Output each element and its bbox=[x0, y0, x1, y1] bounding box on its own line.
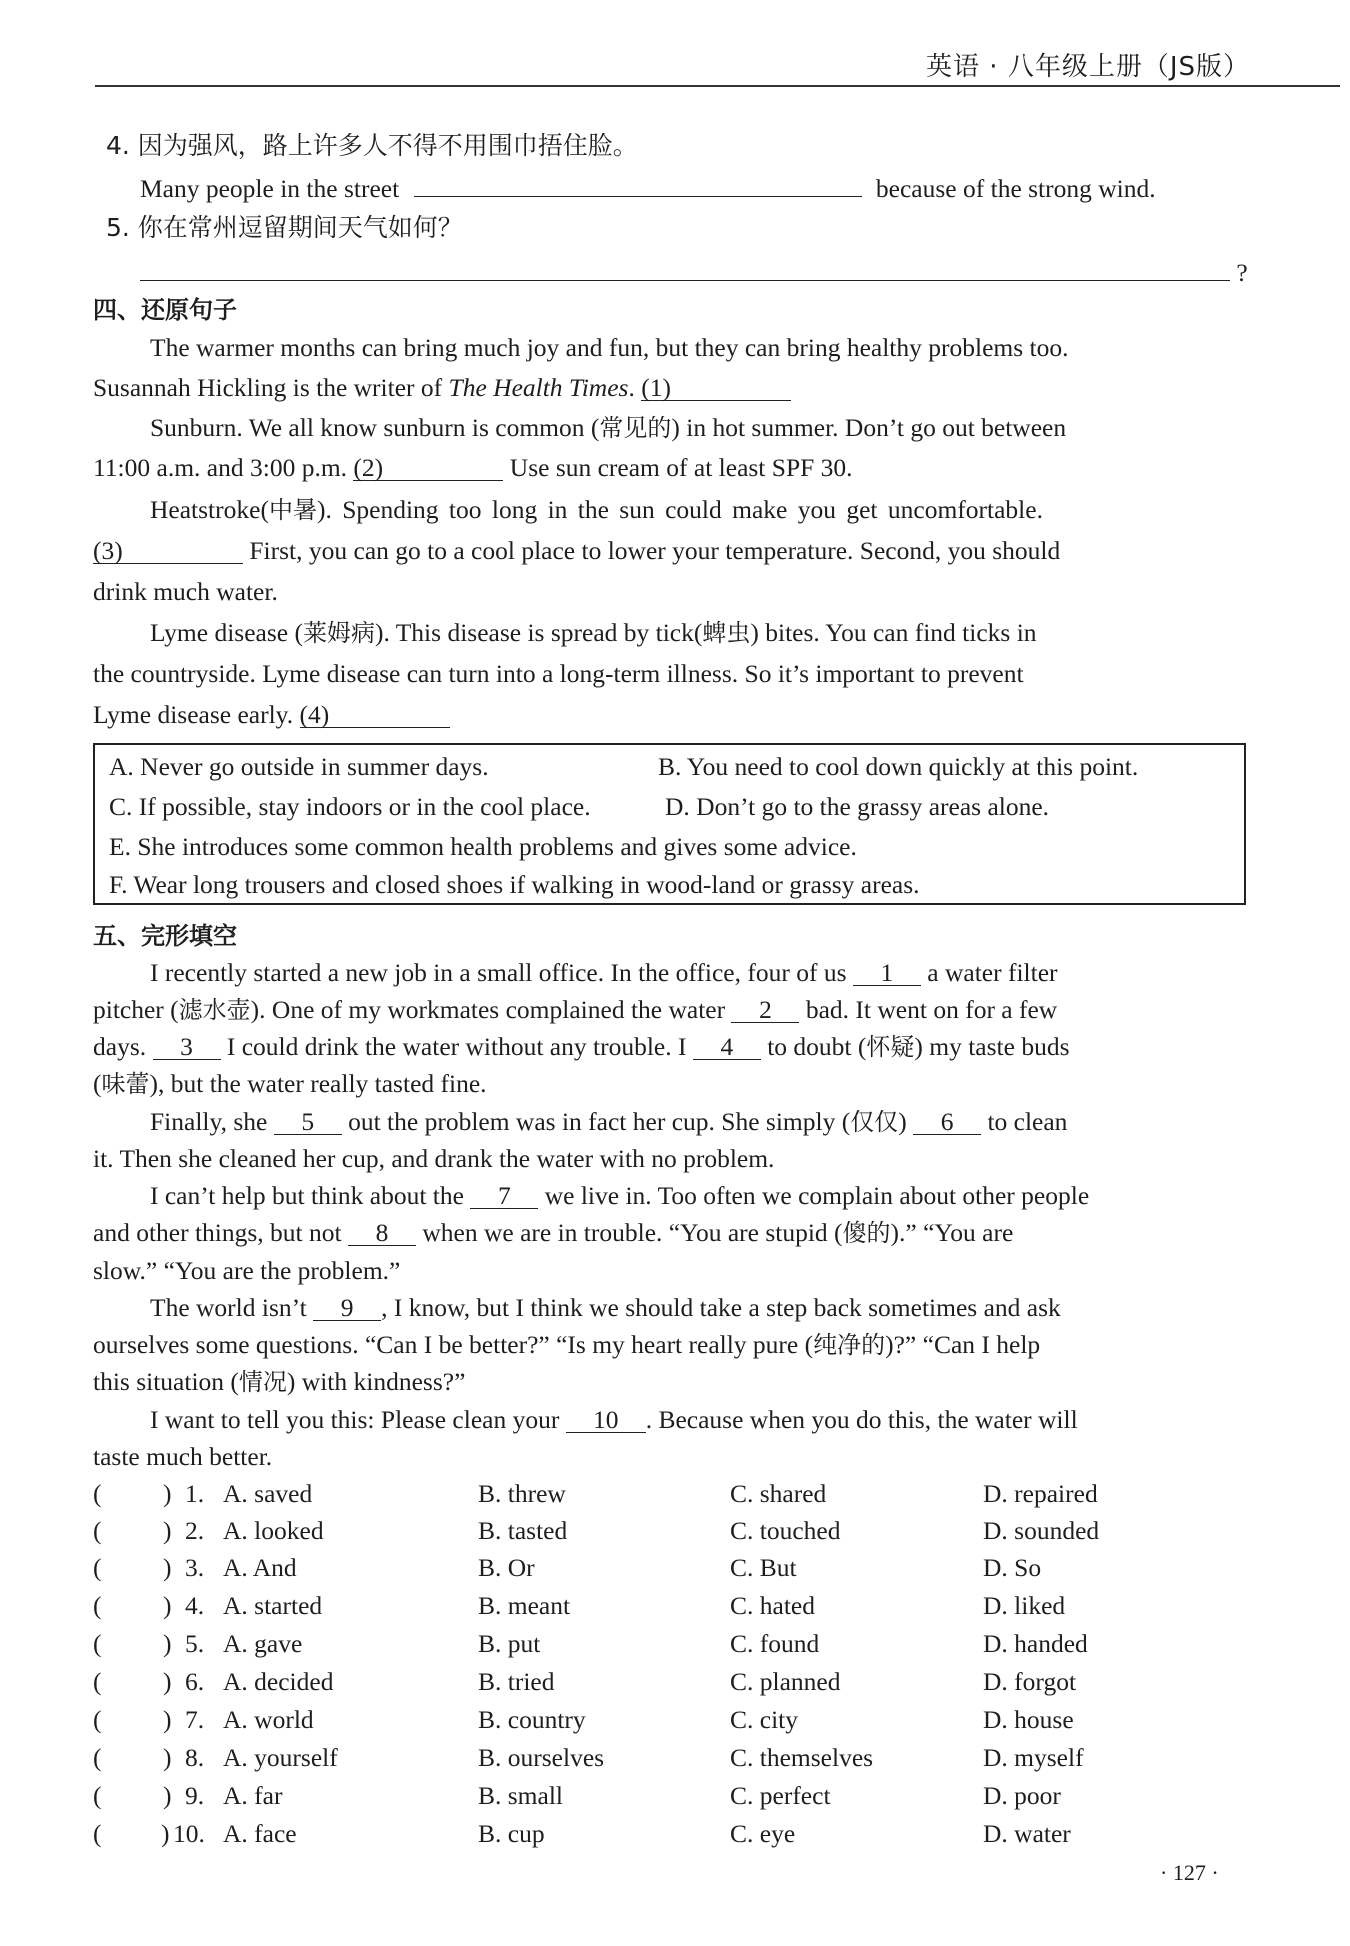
s5-text: I want to tell you this: Please clean your bbox=[150, 1405, 566, 1434]
s4-p1-line1: The warmer months can bring much joy and fun, but they can bring healthy problems too. bbox=[150, 333, 1069, 362]
option-e: E. She introduces some common health problems and gives some advice. bbox=[109, 832, 857, 861]
s5-zh: 怀疑 bbox=[866, 1033, 915, 1061]
s5-text: ) with kindness?” bbox=[286, 1367, 466, 1396]
s5-text: to doubt ( bbox=[760, 1032, 867, 1061]
choice-a[interactable]: A. face bbox=[223, 1819, 297, 1848]
s5-text: ), but the water really tasted fine. bbox=[149, 1069, 487, 1098]
s4-p3-line1 bbox=[150, 492, 1043, 528]
s4-p2-sun-cream: Use sun cream of at least SPF 30. bbox=[503, 453, 853, 482]
s4-p3-text-b: ). Spending too long in the sun could make you get uncomfortable. bbox=[316, 495, 1043, 524]
question-row-5 bbox=[93, 1626, 1253, 1662]
choice-b[interactable]: B. tasted bbox=[478, 1516, 568, 1545]
answer-paren-open[interactable]: ( bbox=[93, 1819, 102, 1848]
question-row-3 bbox=[93, 1550, 1253, 1586]
s4-p3-text-a: Heatstroke( bbox=[150, 495, 269, 524]
q5-question-mark: ? bbox=[1236, 258, 1248, 287]
s5-text: this situation ( bbox=[93, 1367, 239, 1396]
s5-line3 bbox=[93, 1029, 1070, 1065]
s4-p2-text-a: Sunburn. We all know sunburn is common ( bbox=[150, 413, 600, 442]
choice-d[interactable]: D. myself bbox=[983, 1743, 1084, 1772]
choice-c[interactable]: C. found bbox=[730, 1629, 820, 1658]
choice-c[interactable]: C. perfect bbox=[730, 1781, 831, 1810]
choice-c[interactable]: C. city bbox=[730, 1705, 798, 1734]
question-number: 5. bbox=[185, 1629, 205, 1658]
s5-text: and other things, but not bbox=[93, 1218, 348, 1247]
choice-d[interactable]: D. poor bbox=[983, 1781, 1061, 1810]
answer-paren-close: ) bbox=[163, 1629, 172, 1658]
s4-p4-zh: 莱姆病 bbox=[302, 619, 375, 647]
answer-paren-close: ) bbox=[163, 1667, 172, 1696]
answer-paren-open[interactable]: ( bbox=[93, 1479, 102, 1508]
s4-p2-line1 bbox=[150, 410, 1066, 446]
answer-paren-close: ) bbox=[163, 1553, 172, 1582]
s4-p3-zh: 中暑 bbox=[268, 496, 317, 524]
s4-p4-text-b: ). This disease is spread by tick( bbox=[374, 618, 703, 647]
s5-text: days. bbox=[93, 1032, 153, 1061]
answer-paren-open[interactable]: ( bbox=[93, 1705, 102, 1734]
question-row-10 bbox=[93, 1816, 1253, 1852]
cloze-blank-9[interactable]: 9 bbox=[313, 1290, 381, 1321]
choice-d[interactable]: D. handed bbox=[983, 1629, 1088, 1658]
answer-paren-close: ) bbox=[163, 1743, 172, 1772]
s5-zh: 傻的 bbox=[842, 1219, 891, 1247]
s4-p4-text-d: Lyme disease early. bbox=[93, 700, 300, 729]
choice-b[interactable]: B. meant bbox=[478, 1591, 571, 1620]
choice-c[interactable]: C. touched bbox=[730, 1516, 841, 1545]
s5-text: ) bbox=[898, 1107, 914, 1136]
s5-text: a water filter bbox=[920, 958, 1058, 987]
answer-paren-close: ) bbox=[161, 1819, 170, 1848]
answer-paren-open[interactable]: ( bbox=[93, 1516, 102, 1545]
q5-answer-line bbox=[140, 250, 1248, 291]
s5-text: I could drink the water without any trouble. I bbox=[220, 1032, 693, 1061]
choice-a[interactable]: A. started bbox=[223, 1591, 323, 1620]
question-row-9 bbox=[93, 1778, 1253, 1814]
answer-paren-open[interactable]: ( bbox=[93, 1667, 102, 1696]
choice-d[interactable]: D. water bbox=[983, 1819, 1071, 1848]
s5-text: I recently started a new job in a small office. In the office, four of us bbox=[150, 958, 853, 987]
s5-line2 bbox=[93, 992, 1057, 1028]
s5-text: out the problem was in fact her cup. She simply ( bbox=[341, 1107, 851, 1136]
answer-paren-close: ) bbox=[163, 1479, 172, 1508]
s4-p4-line2: the countryside. Lyme disease can turn into a long-term illness. So it’s important to prevent bbox=[93, 659, 1024, 688]
choice-b[interactable]: B. small bbox=[478, 1781, 564, 1810]
choice-d[interactable]: D. liked bbox=[983, 1591, 1066, 1620]
page-number: · 127 · bbox=[1160, 1860, 1219, 1885]
question-row-7 bbox=[93, 1702, 1253, 1738]
s5-text: we live in. Too often we complain about other people bbox=[538, 1181, 1090, 1210]
s5-line5 bbox=[150, 1104, 1067, 1140]
s5-zh: 纯净的 bbox=[813, 1331, 886, 1359]
q4-start: Many people in the street bbox=[140, 174, 400, 203]
choice-a[interactable]: A. saved bbox=[223, 1479, 313, 1508]
s4-p4-text-a: Lyme disease ( bbox=[150, 618, 303, 647]
question-row-6 bbox=[93, 1664, 1253, 1700]
s5-text: The world isn’t bbox=[150, 1293, 314, 1322]
s5-zh: 味蕾 bbox=[101, 1070, 150, 1098]
s4-blank-4[interactable]: (4) bbox=[300, 697, 450, 728]
choice-c[interactable]: C. shared bbox=[730, 1479, 827, 1508]
s5-text: ( bbox=[93, 1069, 102, 1098]
choice-b[interactable]: B. cup bbox=[478, 1819, 545, 1848]
s5-text: when we are in trouble. “You are stupid ( bbox=[415, 1218, 843, 1247]
cloze-blank-10[interactable]: 10 bbox=[566, 1402, 646, 1433]
s5-line7 bbox=[150, 1178, 1089, 1214]
s5-text: bad. It went on for a few bbox=[799, 995, 1058, 1024]
question-number: 2. bbox=[185, 1516, 205, 1545]
s4-p3-text-c: First, you can go to a cool place to lower your temperature. Second, you should bbox=[243, 536, 1061, 565]
section5-heading: 五、完形填空 bbox=[93, 922, 237, 950]
question-row-8 bbox=[93, 1740, 1253, 1776]
s4-p4-line3 bbox=[93, 697, 450, 733]
s5-zh: 滤水壶 bbox=[178, 996, 251, 1024]
s5-text: pitcher ( bbox=[93, 995, 179, 1024]
question-number: 1. bbox=[185, 1479, 205, 1508]
choice-a[interactable]: A. And bbox=[223, 1553, 297, 1582]
s5-line8 bbox=[93, 1215, 1013, 1251]
choice-d[interactable]: D. repaired bbox=[983, 1479, 1098, 1508]
s4-p2-zh: 常见的 bbox=[599, 414, 672, 442]
s5-text: ) my taste buds bbox=[914, 1032, 1070, 1061]
s4-p1-text: Susannah Hickling is the writer of bbox=[93, 373, 449, 402]
choice-d[interactable]: D. sounded bbox=[983, 1516, 1100, 1545]
cloze-blank-3[interactable]: 3 bbox=[153, 1029, 221, 1060]
question-number: 6. bbox=[185, 1667, 205, 1696]
choice-b[interactable]: B. tried bbox=[478, 1667, 555, 1696]
choice-b[interactable]: B. Or bbox=[478, 1553, 535, 1582]
s5-line1 bbox=[150, 955, 1058, 991]
cloze-blank-1[interactable]: 1 bbox=[853, 955, 921, 986]
question-number: 9. bbox=[185, 1781, 205, 1810]
answer-paren-open[interactable]: ( bbox=[93, 1781, 102, 1810]
s4-blank-2[interactable]: (2) bbox=[353, 450, 503, 481]
s5-line13 bbox=[150, 1402, 1078, 1438]
choice-a[interactable]: A. decided bbox=[223, 1667, 334, 1696]
option-f: F. Wear long trousers and closed shoes if walking in wood-land or grassy areas. bbox=[109, 870, 920, 899]
q5-answer-blank[interactable] bbox=[140, 250, 1230, 281]
answer-paren-open[interactable]: ( bbox=[93, 1591, 102, 1620]
s4-p3-line2 bbox=[93, 533, 1060, 569]
choice-d[interactable]: D. house bbox=[983, 1705, 1074, 1734]
s5-zh: 情况 bbox=[238, 1368, 287, 1396]
question-row-4 bbox=[93, 1588, 1253, 1624]
answer-paren-open[interactable]: ( bbox=[93, 1743, 102, 1772]
s5-text: , I know, but I think we should take a step back sometimes and ask bbox=[381, 1293, 1061, 1322]
question-number: 10. bbox=[173, 1819, 205, 1848]
s4-blank-1[interactable]: (1) bbox=[641, 370, 791, 401]
answer-paren-open[interactable]: ( bbox=[93, 1629, 102, 1658]
choice-c[interactable]: C. hated bbox=[730, 1591, 815, 1620]
choice-c[interactable]: C. themselves bbox=[730, 1743, 874, 1772]
s5-text: ourselves some questions. “Can I be better?” “Is my heart really pure ( bbox=[93, 1330, 814, 1359]
s5-zh: 仅仅 bbox=[850, 1108, 899, 1136]
choice-c[interactable]: C. But bbox=[730, 1553, 797, 1582]
choice-d[interactable]: D. So bbox=[983, 1553, 1042, 1582]
s5-text: Finally, she bbox=[150, 1107, 274, 1136]
choice-a[interactable]: A. looked bbox=[223, 1516, 324, 1545]
cloze-blank-7[interactable]: 7 bbox=[470, 1178, 538, 1209]
s5-text: . Because when you do this, the water will bbox=[645, 1405, 1078, 1434]
question-row-2 bbox=[93, 1513, 1253, 1549]
choice-a[interactable]: A. gave bbox=[223, 1629, 303, 1658]
s4-p2-time: 11:00 a.m. and 3:00 p.m. bbox=[93, 453, 354, 482]
choice-a[interactable]: A. far bbox=[223, 1781, 283, 1810]
answer-paren-open[interactable]: ( bbox=[93, 1553, 102, 1582]
q4-answer-blank[interactable] bbox=[414, 166, 862, 197]
header-title: 英语 · 八年级上册（JS版） bbox=[926, 52, 1250, 82]
s4-p1-line2 bbox=[93, 370, 791, 406]
s5-text: ). One of my workmates complained the water bbox=[250, 995, 732, 1024]
cloze-blank-2[interactable]: 2 bbox=[731, 992, 799, 1023]
s5-line11 bbox=[93, 1327, 1040, 1363]
answer-paren-close: ) bbox=[163, 1705, 172, 1734]
s4-p2-line2 bbox=[93, 450, 853, 486]
option-b: B. You need to cool down quickly at this point. bbox=[658, 752, 1139, 781]
question-number: 4. bbox=[185, 1591, 205, 1620]
cloze-blank-5[interactable]: 5 bbox=[274, 1104, 342, 1135]
s4-p2-text-b: ) in hot summer. Don’t go out between bbox=[671, 413, 1067, 442]
answer-paren-close: ) bbox=[163, 1516, 172, 1545]
choice-c[interactable]: C. eye bbox=[730, 1819, 796, 1848]
choice-b[interactable]: B. threw bbox=[478, 1479, 566, 1508]
s5-line9: slow.” “You are the problem.” bbox=[93, 1256, 401, 1285]
cloze-blank-8[interactable]: 8 bbox=[348, 1215, 416, 1246]
page-header bbox=[95, 40, 1340, 87]
s5-line6: it. Then she cleaned her cup, and drank the water with no problem. bbox=[93, 1144, 775, 1173]
s5-line10 bbox=[150, 1290, 1061, 1326]
answer-paren-close: ) bbox=[163, 1781, 172, 1810]
option-c: C. If possible, stay indoors or in the cool place. bbox=[109, 792, 591, 821]
s4-options-box bbox=[93, 743, 1246, 905]
choice-c[interactable]: C. planned bbox=[730, 1667, 841, 1696]
q4-end: because of the strong wind. bbox=[875, 174, 1156, 203]
choice-a[interactable]: A. world bbox=[223, 1705, 314, 1734]
s4-p4-zh2: 蜱虫 bbox=[702, 619, 751, 647]
choice-d[interactable]: D. forgot bbox=[983, 1667, 1077, 1696]
s5-text: ).” “You are bbox=[890, 1218, 1014, 1247]
option-a: A. Never go outside in summer days. bbox=[109, 752, 489, 781]
option-d: D. Don’t go to the grassy areas alone. bbox=[665, 792, 1050, 821]
cloze-blank-6[interactable]: 6 bbox=[913, 1104, 981, 1135]
s5-text: to clean bbox=[981, 1107, 1068, 1136]
q4-english bbox=[140, 166, 1156, 207]
s4-p1-period: . bbox=[628, 373, 642, 402]
s5-line12 bbox=[93, 1364, 465, 1400]
q5-chinese: 5. 你在常州逗留期间天气如何？ bbox=[106, 213, 463, 242]
choice-a[interactable]: A. yourself bbox=[223, 1743, 338, 1772]
s4-p4-text-c: ) bites. You can find ticks in bbox=[750, 618, 1037, 647]
s5-text: I can’t help but think about the bbox=[150, 1181, 471, 1210]
question-row-1 bbox=[93, 1476, 1253, 1512]
s4-p3-line3: drink much water. bbox=[93, 577, 278, 606]
s5-text: )?” “Can I help bbox=[885, 1330, 1041, 1359]
q4-chinese: 4. 因为强风，路上许多人不得不用围巾捂住脸。 bbox=[106, 131, 638, 160]
s5-line4 bbox=[93, 1066, 487, 1102]
s4-p4-line1 bbox=[150, 615, 1037, 651]
choice-b[interactable]: B. put bbox=[478, 1629, 541, 1658]
s4-newspaper-title: The Health Times bbox=[448, 373, 629, 402]
answer-paren-close: ) bbox=[163, 1591, 172, 1620]
cloze-blank-4[interactable]: 4 bbox=[693, 1029, 761, 1060]
s5-line14: taste much better. bbox=[93, 1442, 273, 1471]
s4-blank-3[interactable]: (3) bbox=[93, 533, 243, 564]
section4-heading: 四、还原句子 bbox=[93, 296, 237, 324]
choice-b[interactable]: B. ourselves bbox=[478, 1743, 605, 1772]
question-number: 8. bbox=[185, 1743, 205, 1772]
question-number: 7. bbox=[185, 1705, 205, 1734]
question-number: 3. bbox=[185, 1553, 205, 1582]
choice-b[interactable]: B. country bbox=[478, 1705, 586, 1734]
